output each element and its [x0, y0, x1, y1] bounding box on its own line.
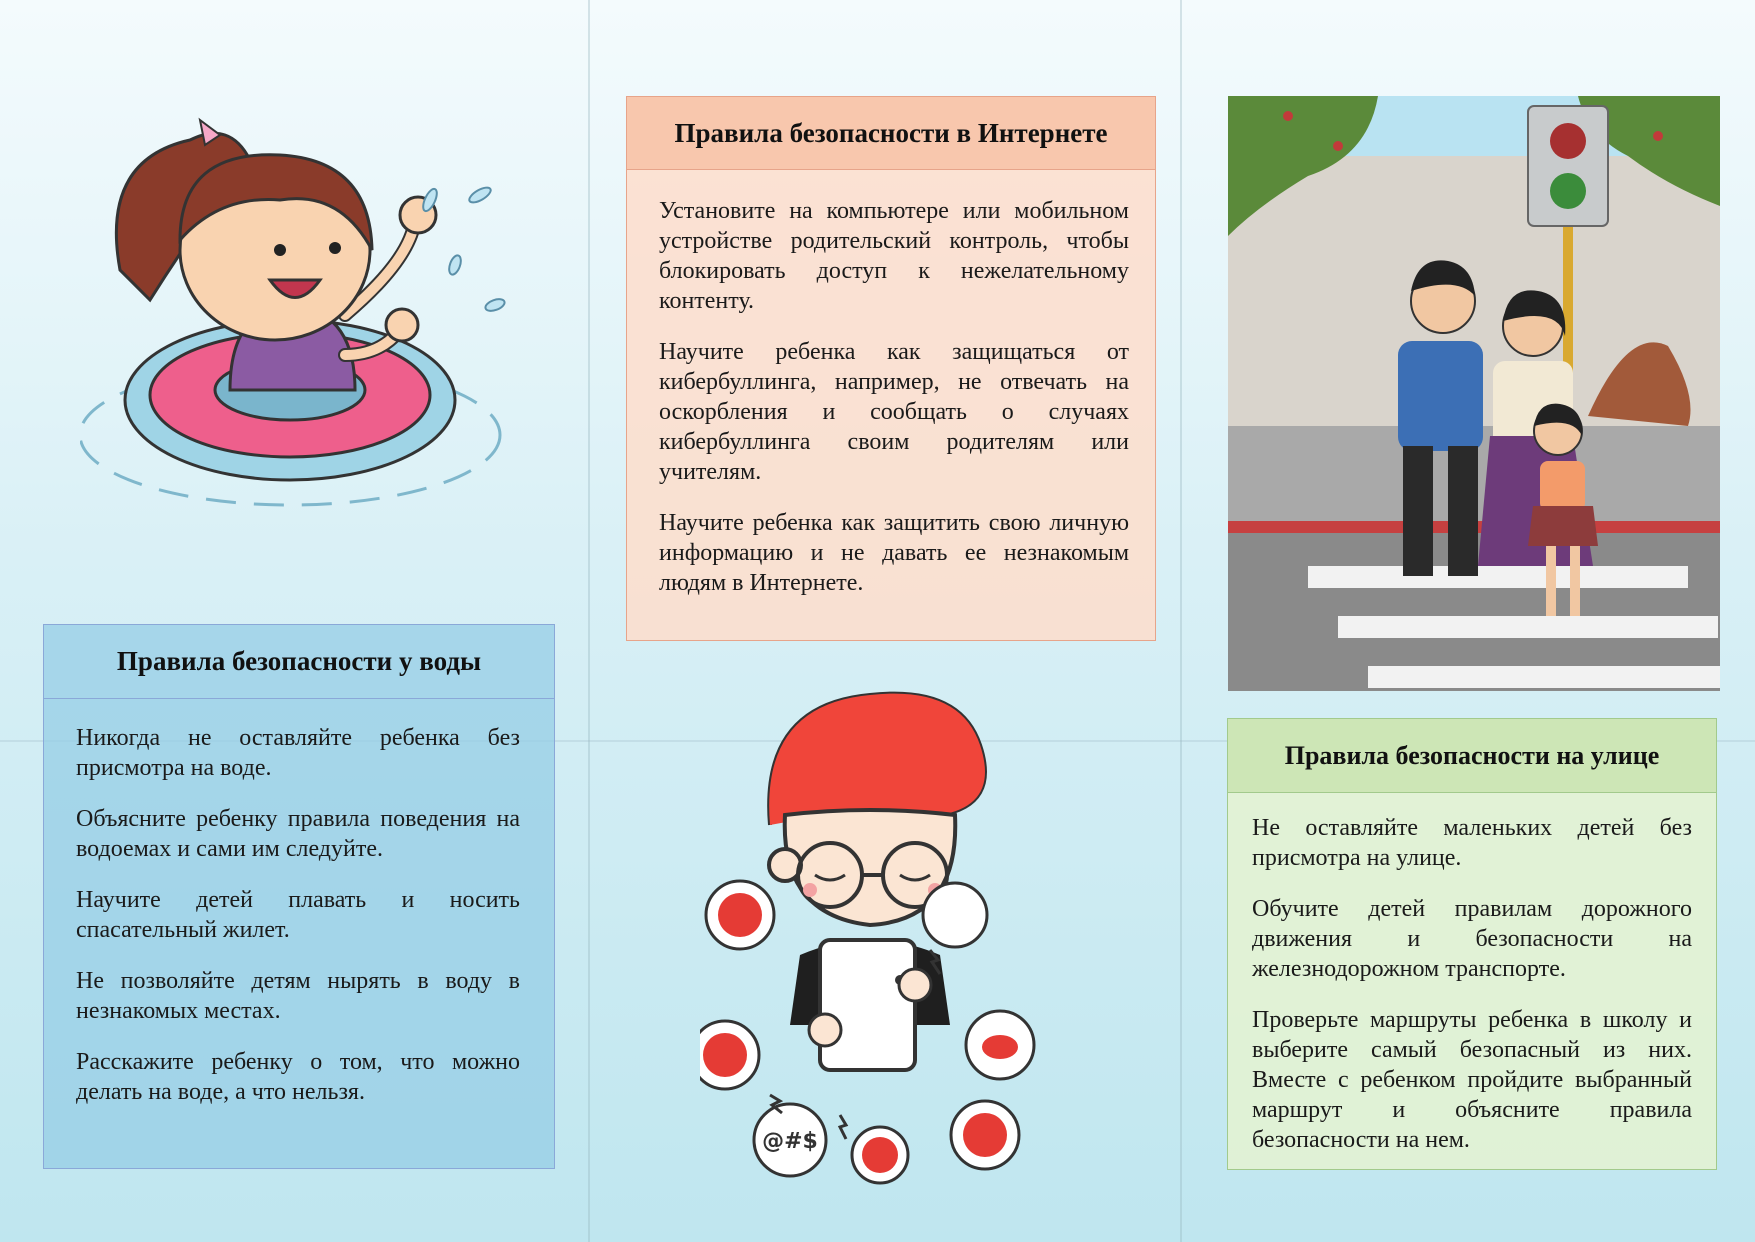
water-rule-1: Никогда не оставляйте ребенка без присмотра на воде. — [76, 725, 520, 781]
internet-safety-title: Правила безопасности в Интернете — [627, 97, 1155, 170]
fold-line-right — [1180, 0, 1182, 1242]
girl-swim-ring-illustration — [80, 100, 550, 520]
water-rule-3: Научите детей плавать и носить спасательный жилет. — [76, 887, 520, 943]
internet-safety-panel — [626, 96, 1156, 641]
speech-bubble-symbols: @#$ — [762, 1129, 818, 1154]
cyberbullying-boy-illustration — [700, 685, 1060, 1195]
street-safety-panel — [1227, 718, 1717, 1170]
street-safety-title: Правила безопасности на улице — [1228, 719, 1716, 793]
water-rule-4: Не позволяйте детям нырять в воду в незнакомых местах. — [76, 968, 520, 1024]
water-safety-panel — [43, 624, 555, 1169]
water-rule-2: Объясните ребенку правила поведения на водоемах и сами им следуйте. — [76, 806, 520, 862]
water-safety-title: Правила безопасности у воды — [44, 625, 554, 699]
family-crosswalk-illustration — [1228, 96, 1720, 691]
fold-line-left — [588, 0, 590, 1242]
internet-rule-1: Установите на компьютере или мобильном устройстве родительский контроль, чтобы блокировать доступ к нежелательному контенту. — [659, 198, 1129, 314]
internet-rule-2: Научите ребенка как защищаться от кибербуллинга, например, не отвечать на оскорбления и сообщать о случаях кибербуллинга своим родителям или учителям. — [659, 339, 1129, 485]
street-rule-1: Не оставляйте маленьких детей без присмотра на улице. — [1252, 815, 1692, 871]
water-rule-5: Расскажите ребенку о том, что можно делать на воде, а что нельзя. — [76, 1049, 520, 1105]
street-rule-2: Обучите детей правилам дорожного движения и безопасности на железнодорожном транспорте. — [1252, 896, 1692, 982]
street-rule-3: Проверьте маршруты ребенка в школу и выберите самый безопасный из них. Вместе с ребенком пройдите выбранный маршрут и объясните правила безопасности на нем. — [1252, 1007, 1692, 1153]
internet-rule-3: Научите ребенка как защитить свою личную информацию и не давать ее незнакомым людям в Интернете. — [659, 510, 1129, 596]
